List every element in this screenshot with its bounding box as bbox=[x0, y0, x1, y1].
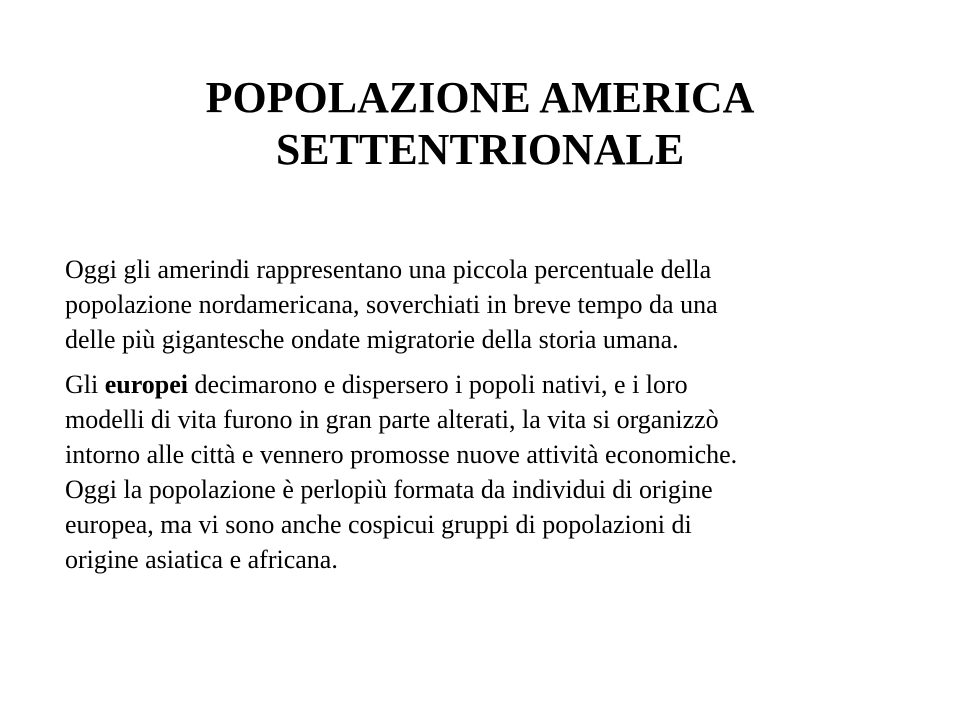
bold-word-europei: europei bbox=[104, 370, 189, 399]
slide-title bbox=[80, 72, 880, 176]
paragraph-europei bbox=[65, 367, 905, 577]
text-line: Oggi gli amerindi rappresentano una piccola percentuale della bbox=[65, 255, 712, 284]
slide-title-line: POPOLAZIONE AMERICA bbox=[205, 73, 755, 122]
text-line: popolazione nordamericana, soverchiati in breve tempo da una bbox=[65, 290, 718, 319]
paragraph-amerindi bbox=[65, 252, 905, 357]
text-line: origine asiatica e africana. bbox=[65, 545, 338, 574]
text-line: modelli di vita furono in gran parte alterati, la vita si organizzò bbox=[65, 405, 719, 434]
text-line: Oggi la popolazione è perlopiù formata da individui di origine bbox=[65, 475, 713, 504]
slide-title-line: SETTENTRIONALE bbox=[275, 125, 685, 174]
slide-body bbox=[65, 252, 905, 587]
text-fragment: Gli bbox=[65, 370, 105, 399]
text-line: europea, ma vi sono anche cospicui gruppi di popolazioni di bbox=[65, 510, 692, 539]
text-line bbox=[65, 367, 905, 402]
text-line: delle più gigantesche ondate migratorie della storia umana. bbox=[65, 325, 679, 354]
text-fragment: decimarono e dispersero i popoli nativi, e i loro bbox=[188, 370, 688, 399]
text-line: intorno alle città e vennero promosse nuove attività economiche. bbox=[65, 440, 738, 469]
